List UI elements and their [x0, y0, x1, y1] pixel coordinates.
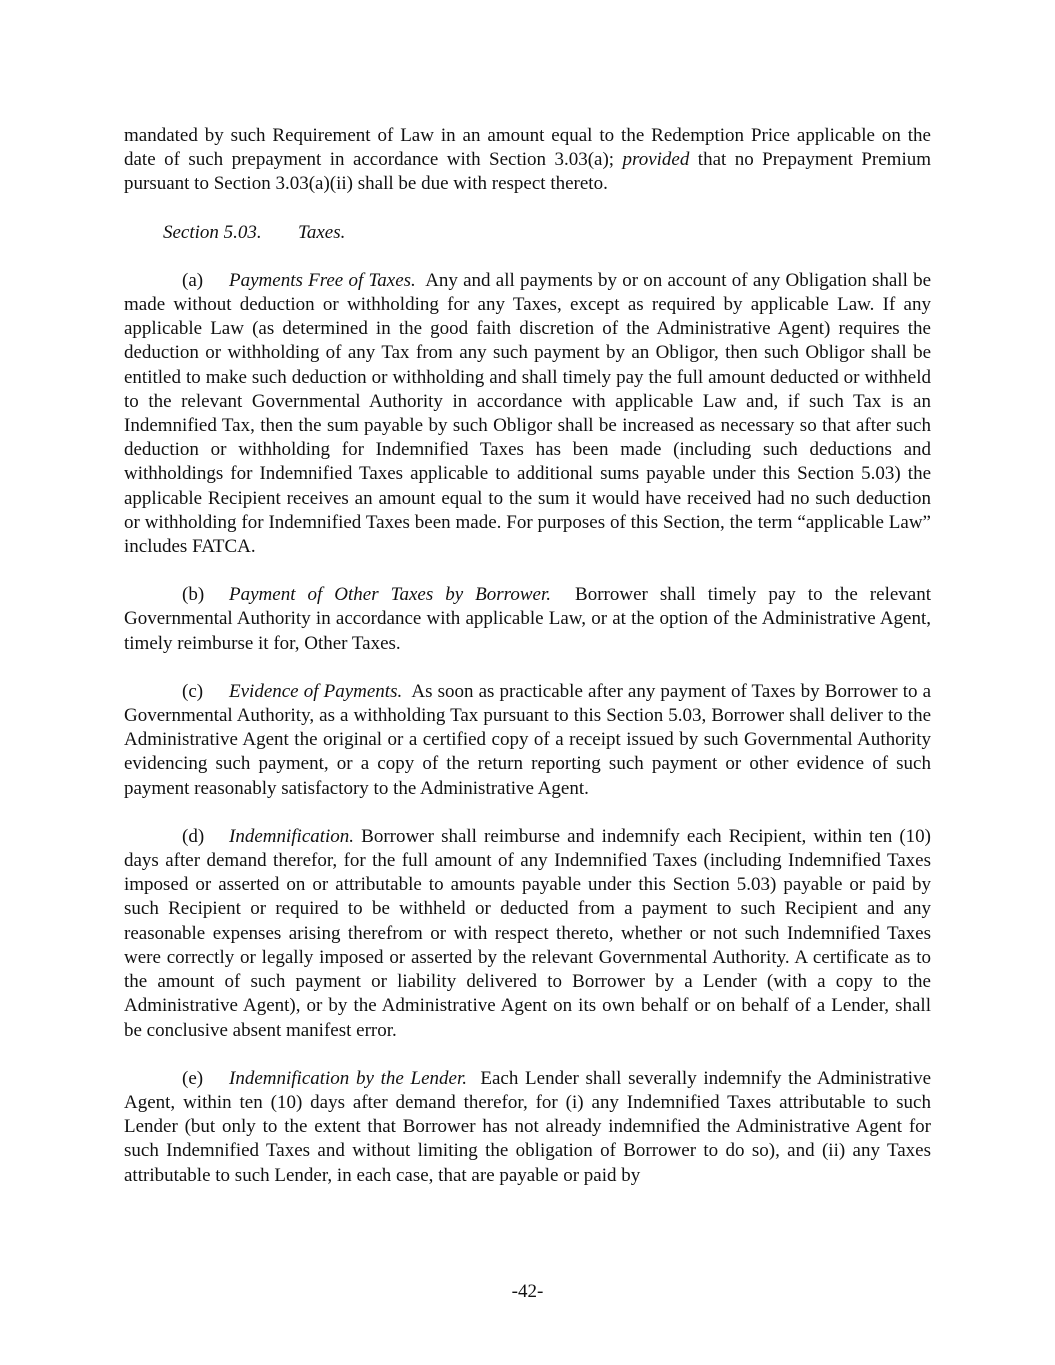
section-title: Taxes.	[298, 221, 346, 243]
subsection-text: Borrower shall reimburse and indemnify each Recipient, within ten (10) days after demand therefor, for the full amount of any Indemnified Taxes (including Indemnified Taxes imposed or asserted on or attributable to amounts payable under this Section 5.03) payable or paid by such Recipient or required to be withheld or deducted from a payment to such Recipient and any reasonable expenses arising therefrom or with respect thereto, whether or not such Indemnified Taxes were correctly or legally imposed or asserted by the relevant Governmental Authority. A certificate as to the amount of such payment or liability delivered to Borrower by a Lender (with a copy to the Administrative Agent), or by the Administrative Agent on its own behalf or on behalf of a Lender, shall be conclusive absent manifest error.	[124, 825, 932, 1041]
subsection-label: (d)	[182, 825, 205, 847]
subsection-heading: Evidence of Payments.	[229, 680, 403, 702]
subsection-label: (b)	[182, 584, 205, 606]
subsection-heading: Indemnification by the Lender.	[229, 1067, 467, 1089]
subsection-b	[124, 583, 931, 656]
intro-text-2: that no Prepayment Premium pursuant to Section 3.03(a)(ii) shall be due with respect thereto.	[124, 149, 932, 195]
subsection-label: (a)	[182, 269, 204, 291]
intro-provided-italic: provided	[622, 149, 690, 171]
subsection-c	[124, 680, 931, 801]
intro-paragraph	[124, 124, 931, 197]
section-number: Section 5.03.	[163, 221, 262, 243]
page-number: -42-	[511, 1281, 544, 1302]
subsection-heading: Payments Free of Taxes.	[229, 269, 416, 291]
document-page	[124, 124, 931, 1212]
subsection-text: Each Lender shall severally indemnify the Administrative Agent, within ten (10) days after demand therefor, for (i) any Indemnified Taxes attributable to such Lender (but only to the extent that Borrower has not already indemnified the Administrative Agent for such Indemnified Taxes and without limiting the obligation of Borrower to do so), and (ii) any Taxes attributable to such Lender, in each case, that are payable or paid by	[124, 1067, 932, 1186]
subsection-text: Borrower shall timely pay to the relevant Governmental Authority in accordance with applicable Law, or at the option of the Administrative Agent, timely reimburse it for, Other Taxes.	[124, 584, 931, 654]
section-heading	[163, 221, 931, 245]
subsection-text: As soon as practicable after any payment of Taxes by Borrower to a Governmental Authority, as a withholding Tax pursuant to this Section 5.03, Borrower shall deliver to the Administrative Agent the original or a certified copy of a receipt issued by such Governmental Authority evidencing such payment, or a copy of the return reporting such payment or other evidence of such payment reasonably satisfactory to the Administrative Agent.	[124, 680, 932, 799]
intro-text-1: mandated by such Requirement of Law in an amount equal to the Redemption Price applicable on the date of such prepayment in accordance with Section 3.03(a);	[124, 125, 931, 171]
subsection-a	[124, 269, 931, 559]
subsection-d	[124, 825, 931, 1043]
subsection-text: Any and all payments by or on account of any Obligation shall be made without deduction or withholding for any Taxes, except as required by applicable Law. If any applicable Law (as determined in the good faith discretion of the Administrative Agent) requires the deduction or withholding of any Tax from any such payment by an Obligor, then such Obligor shall be entitled to make such deduction or withholding and shall timely pay the full amount deducted or withheld to the relevant Governmental Authority in accordance with applicable Law and, if such Tax is an Indemnified Tax, then the sum payable by such Obligor shall be increased as necessary so that after such deduction or withholding for Indemnified Taxes has been made (including such deductions and withholdings for Indemnified Taxes applicable to additional sums payable under this Section 5.03) the applicable Recipient receives an amount equal to the sum it would have received had no such deduction or withholding for Indemnified Taxes been made. For purposes of this Section, the term “applicable Law” includes FATCA.	[124, 269, 932, 558]
subsection-label: (e)	[182, 1067, 204, 1089]
subsection-label: (c)	[182, 680, 204, 702]
subsection-heading: Indemnification.	[229, 825, 355, 847]
subsection-e	[124, 1067, 931, 1188]
subsection-heading: Payment of Other Taxes by Borrower.	[229, 584, 552, 606]
